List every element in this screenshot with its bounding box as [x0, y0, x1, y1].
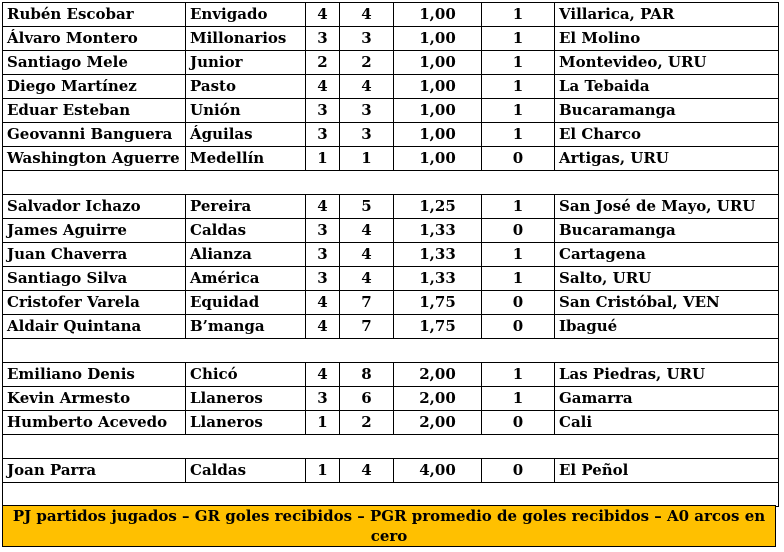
birthplace: Ibagué [555, 315, 779, 339]
clean-sheets: 1 [482, 267, 555, 291]
table-row [3, 3, 779, 27]
goals-conceded: 8 [340, 363, 394, 387]
goals-conceded-average: 1,00 [394, 3, 482, 27]
table-row [3, 51, 779, 75]
birthplace: Cali [555, 411, 779, 435]
clean-sheets: 1 [482, 123, 555, 147]
table-row [3, 243, 779, 267]
matches-played: 4 [306, 75, 340, 99]
group-separator-row [3, 483, 779, 507]
birthplace: San José de Mayo, URU [555, 195, 779, 219]
legend-footer: PJ partidos jugados – GR goles recibidos – PGR promedio de goles recibidos – A0 arcos en cero [2, 505, 776, 547]
goals-conceded-average: 1,00 [394, 75, 482, 99]
club-name: Pereira [186, 195, 306, 219]
birthplace: El Charco [555, 123, 779, 147]
goals-conceded-average: 1,75 [394, 315, 482, 339]
goals-conceded-average: 1,00 [394, 99, 482, 123]
birthplace: San Cristóbal, VEN [555, 291, 779, 315]
club-name: Equidad [186, 291, 306, 315]
club-name: Medellín [186, 147, 306, 171]
goals-conceded-average: 1,00 [394, 51, 482, 75]
matches-played: 3 [306, 219, 340, 243]
matches-played: 4 [306, 291, 340, 315]
player-name: Joan Parra [3, 459, 186, 483]
club-name: Caldas [186, 459, 306, 483]
table-row [3, 411, 779, 435]
table-row [3, 219, 779, 243]
goals-conceded: 4 [340, 219, 394, 243]
table-row [3, 291, 779, 315]
matches-played: 1 [306, 147, 340, 171]
club-name: Llaneros [186, 411, 306, 435]
goals-conceded: 1 [340, 147, 394, 171]
goals-conceded: 4 [340, 3, 394, 27]
matches-played: 3 [306, 387, 340, 411]
player-name: Álvaro Montero [3, 27, 186, 51]
clean-sheets: 1 [482, 27, 555, 51]
club-name: Junior [186, 51, 306, 75]
player-name: Salvador Ichazo [3, 195, 186, 219]
goals-conceded-average: 1,00 [394, 147, 482, 171]
table-row [3, 363, 779, 387]
matches-played: 3 [306, 123, 340, 147]
player-name: Santiago Silva [3, 267, 186, 291]
goals-conceded-average: 1,33 [394, 267, 482, 291]
club-name: América [186, 267, 306, 291]
clean-sheets: 1 [482, 363, 555, 387]
player-name: Juan Chaverra [3, 243, 186, 267]
player-name: Eduar Esteban [3, 99, 186, 123]
group-separator-row [3, 339, 779, 363]
player-name: Washington Aguerre [3, 147, 186, 171]
player-name: Geovanni Banguera [3, 123, 186, 147]
player-name: Humberto Acevedo [3, 411, 186, 435]
clean-sheets: 1 [482, 195, 555, 219]
birthplace: Gamarra [555, 387, 779, 411]
goals-conceded-average: 2,00 [394, 387, 482, 411]
player-name: Rubén Escobar [3, 3, 186, 27]
goals-conceded: 3 [340, 99, 394, 123]
goals-conceded: 5 [340, 195, 394, 219]
goals-conceded-average: 4,00 [394, 459, 482, 483]
goals-conceded: 6 [340, 387, 394, 411]
clean-sheets: 0 [482, 411, 555, 435]
clean-sheets: 1 [482, 243, 555, 267]
goals-conceded-average: 1,33 [394, 243, 482, 267]
birthplace: El Peñol [555, 459, 779, 483]
player-name: Kevin Armesto [3, 387, 186, 411]
goals-conceded: 3 [340, 123, 394, 147]
player-name: Cristofer Varela [3, 291, 186, 315]
empty-cell [3, 435, 779, 459]
goals-conceded-average: 1,33 [394, 219, 482, 243]
birthplace: Bucaramanga [555, 99, 779, 123]
matches-played: 4 [306, 195, 340, 219]
clean-sheets: 1 [482, 3, 555, 27]
goals-conceded: 7 [340, 315, 394, 339]
birthplace: El Molino [555, 27, 779, 51]
goals-conceded: 4 [340, 459, 394, 483]
clean-sheets: 0 [482, 219, 555, 243]
player-name: James Aguirre [3, 219, 186, 243]
table-row [3, 315, 779, 339]
table-row [3, 99, 779, 123]
club-name: Envigado [186, 3, 306, 27]
group-separator-row [3, 171, 779, 195]
club-name: Unión [186, 99, 306, 123]
club-name: Alianza [186, 243, 306, 267]
table-row [3, 267, 779, 291]
club-name: Caldas [186, 219, 306, 243]
empty-cell [3, 171, 779, 195]
goalkeepers-table [2, 2, 779, 507]
matches-played: 3 [306, 99, 340, 123]
matches-played: 4 [306, 315, 340, 339]
birthplace: Villarica, PAR [555, 3, 779, 27]
clean-sheets: 0 [482, 459, 555, 483]
club-name: Llaneros [186, 387, 306, 411]
birthplace: Las Piedras, URU [555, 363, 779, 387]
matches-played: 3 [306, 267, 340, 291]
group-separator-row [3, 435, 779, 459]
clean-sheets: 0 [482, 291, 555, 315]
player-name: Aldair Quintana [3, 315, 186, 339]
clean-sheets: 0 [482, 147, 555, 171]
table-row [3, 123, 779, 147]
birthplace: La Tebaida [555, 75, 779, 99]
goals-conceded-average: 2,00 [394, 411, 482, 435]
club-name: Millonarios [186, 27, 306, 51]
table-row [3, 195, 779, 219]
goals-conceded: 2 [340, 51, 394, 75]
table-row [3, 387, 779, 411]
birthplace: Artigas, URU [555, 147, 779, 171]
goals-conceded-average: 2,00 [394, 363, 482, 387]
table-row [3, 459, 779, 483]
birthplace: Salto, URU [555, 267, 779, 291]
table-row [3, 27, 779, 51]
clean-sheets: 1 [482, 51, 555, 75]
empty-cell [3, 483, 779, 507]
player-name: Diego Martínez [3, 75, 186, 99]
goals-conceded-average: 1,75 [394, 291, 482, 315]
table-row [3, 147, 779, 171]
goals-conceded: 7 [340, 291, 394, 315]
clean-sheets: 1 [482, 387, 555, 411]
matches-played: 4 [306, 363, 340, 387]
birthplace: Bucaramanga [555, 219, 779, 243]
matches-played: 3 [306, 27, 340, 51]
goals-conceded: 4 [340, 243, 394, 267]
goals-conceded-average: 1,00 [394, 27, 482, 51]
goals-conceded: 4 [340, 75, 394, 99]
player-name: Emiliano Denis [3, 363, 186, 387]
club-name: B’manga [186, 315, 306, 339]
goalkeepers-table-body [3, 3, 779, 507]
clean-sheets: 1 [482, 99, 555, 123]
goals-conceded-average: 1,25 [394, 195, 482, 219]
clean-sheets: 1 [482, 75, 555, 99]
clean-sheets: 0 [482, 315, 555, 339]
goals-conceded: 3 [340, 27, 394, 51]
matches-played: 3 [306, 243, 340, 267]
matches-played: 4 [306, 3, 340, 27]
matches-played: 1 [306, 411, 340, 435]
birthplace: Cartagena [555, 243, 779, 267]
club-name: Águilas [186, 123, 306, 147]
club-name: Pasto [186, 75, 306, 99]
birthplace: Montevideo, URU [555, 51, 779, 75]
goals-conceded-average: 1,00 [394, 123, 482, 147]
matches-played: 2 [306, 51, 340, 75]
matches-played: 1 [306, 459, 340, 483]
goals-conceded: 2 [340, 411, 394, 435]
player-name: Santiago Mele [3, 51, 186, 75]
empty-cell [3, 339, 779, 363]
club-name: Chicó [186, 363, 306, 387]
table-row [3, 75, 779, 99]
goals-conceded: 4 [340, 267, 394, 291]
